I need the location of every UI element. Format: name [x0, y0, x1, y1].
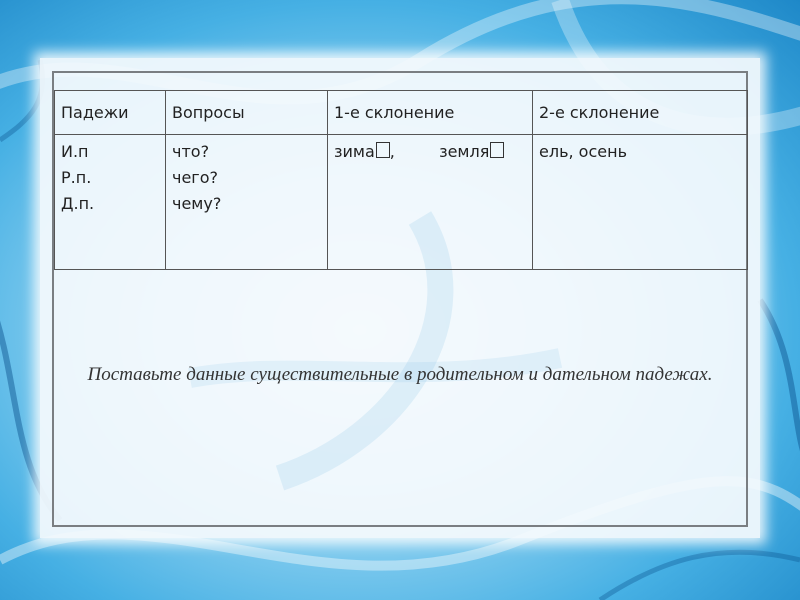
table-header-row — [55, 91, 748, 135]
placeholder-box-icon — [490, 142, 504, 158]
case-nominative: И.п — [61, 142, 89, 161]
placeholder-box-icon — [376, 142, 390, 158]
word-separator: , — [389, 142, 395, 161]
decl1-cell — [328, 135, 533, 270]
table-row — [55, 135, 748, 270]
question-dative: чему? — [172, 194, 222, 213]
decl1-words — [334, 139, 526, 165]
cases-cell — [55, 135, 166, 270]
decl2-cell — [533, 135, 748, 270]
word-zemlya: земля — [439, 142, 490, 161]
case-genitive: Р.п. — [61, 168, 92, 187]
question-genitive: чего? — [172, 168, 218, 187]
word-zima: зима — [334, 142, 375, 161]
case-dative: Д.п. — [61, 194, 95, 213]
task-instruction: Поставьте данные существительные в родительном и дательном падежах. — [87, 364, 713, 385]
question-nominative: что? — [172, 142, 210, 161]
header-cell-cases: Падежи — [55, 91, 166, 135]
header-cell-questions: Вопросы — [166, 91, 328, 135]
decl2-words: ель, осень — [539, 142, 627, 161]
declension-table — [54, 90, 748, 270]
header-cell-decl1: 1-е склонение — [328, 91, 533, 135]
header-cell-decl2: 2-е склонение — [533, 91, 748, 135]
questions-cell — [166, 135, 328, 270]
